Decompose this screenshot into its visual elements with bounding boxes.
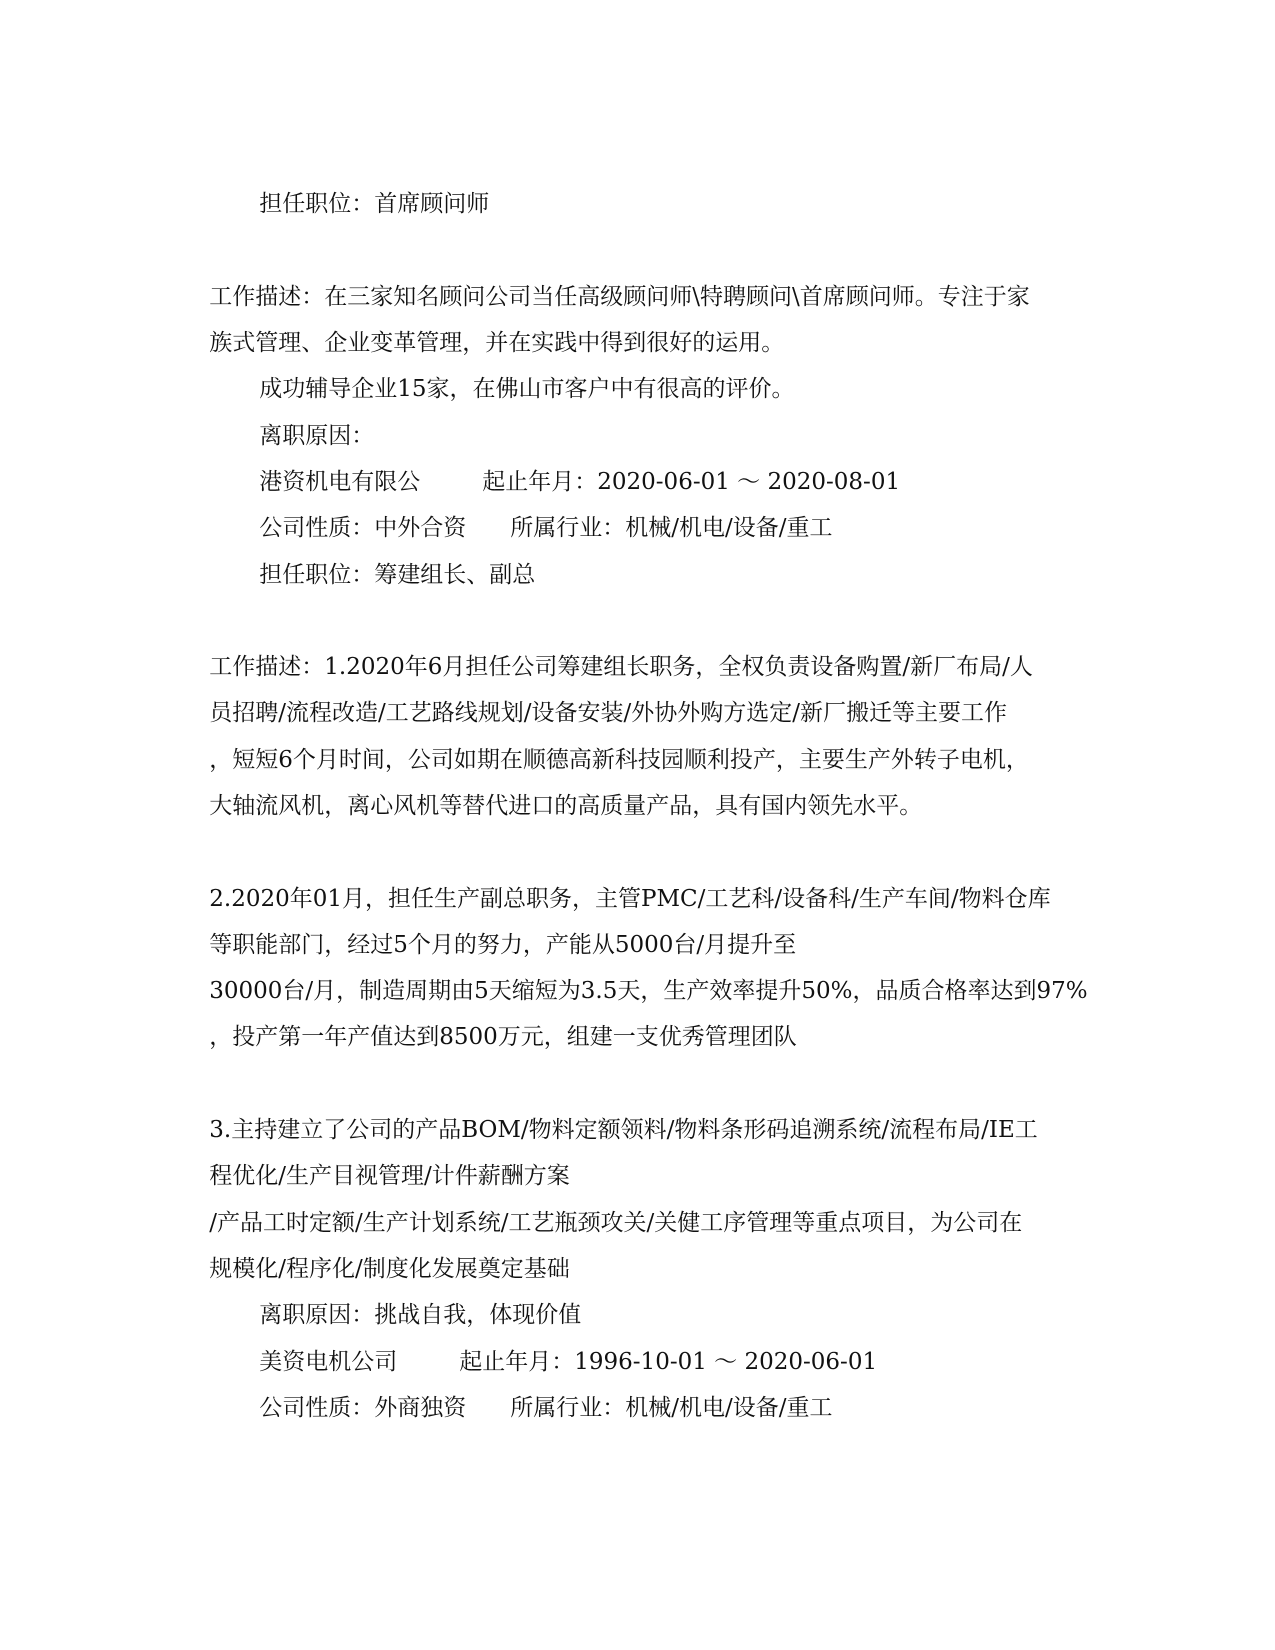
text-line: 族式管理、企业变革管理，并在实践中得到很好的运用。 (209, 330, 785, 356)
text-line: 离职原因： (259, 423, 375, 449)
text-line: 2.2020年01月，担任生产副总职务，主管PMC/工艺科/设备科/生产车间/物料仓库 (209, 886, 1051, 912)
text-line: 工作描述：1.2020年6月担任公司筹建组长职务，全权负责设备购置/新厂布局/人 (209, 654, 1033, 680)
paragraph-line (180, 761, 922, 851)
company-type: 公司性质：外商独资 (259, 1395, 467, 1421)
company-name: 港资机电有限公 (259, 469, 421, 495)
position-line-2 (230, 530, 535, 620)
text-line: 等职能部门，经过5个月的努力，产能从5000台/月提升至 (209, 932, 797, 958)
text-line: 规模化/程序化/制度化发展奠定基础 (209, 1256, 570, 1282)
text-line: 离职原因：挑战自我，体现价值 (259, 1302, 582, 1328)
company-type: 公司性质：中外合资 (259, 515, 467, 541)
industry: 所属行业：机械/机电/设备/重工 (510, 515, 833, 541)
text-line: 程优化/生产目视管理/计件薪酬方案 (209, 1163, 570, 1189)
text-line: 员招聘/流程改造/工艺路线规划/设备安装/外协外购方选定/新厂搬迁等主要工作 (209, 700, 1007, 726)
company-type-line-2 (230, 1363, 833, 1453)
text-line: /产品工时定额/生产计划系统/工艺瓶颈攻关/关健工序管理等重点项目，为公司在 (209, 1210, 1023, 1236)
text-line: 工作描述：在三家知名顾问公司当任高级顾问师\特聘顾问\首席顾问师。专注于家 (209, 284, 1030, 310)
date-range: 起止年月：2020-06-01 ～ 2020-08-01 (482, 469, 901, 495)
company-name: 美资电机公司 (259, 1349, 398, 1375)
text-line: 成功辅导企业15家，在佛山市客户中有很高的评价。 (259, 376, 795, 402)
paragraph-line (180, 992, 797, 1082)
industry: 所属行业：机械/机电/设备/重工 (510, 1395, 833, 1421)
text-line: 担任职位：首席顾问师 (259, 191, 490, 217)
text-line: 大轴流风机，离心风机等替代进口的高质量产品，具有国内领先水平。 (209, 793, 923, 819)
text-line: ，短短6个月时间，公司如期在顺德高新科技园顺利投产，主要生产外转子电机， (209, 747, 1029, 773)
text-line: 30000台/月，制造周期由5天缩短为3.5天，生产效率提升50%，品质合格率达到97% (209, 978, 1088, 1004)
text-line: 3.主持建立了公司的产品BOM/物料定额领料/物料条形码追溯系统/流程布局/IE工 (209, 1117, 1038, 1143)
date-range: 起止年月：1996-10-01 ～ 2020-06-01 (459, 1349, 878, 1375)
text-line: ，投产第一年产值达到8500万元，组建一支优秀管理团队 (209, 1024, 797, 1050)
position-line-1 (230, 159, 489, 249)
text-line: 担任职位：筹建组长、副总 (259, 562, 536, 588)
